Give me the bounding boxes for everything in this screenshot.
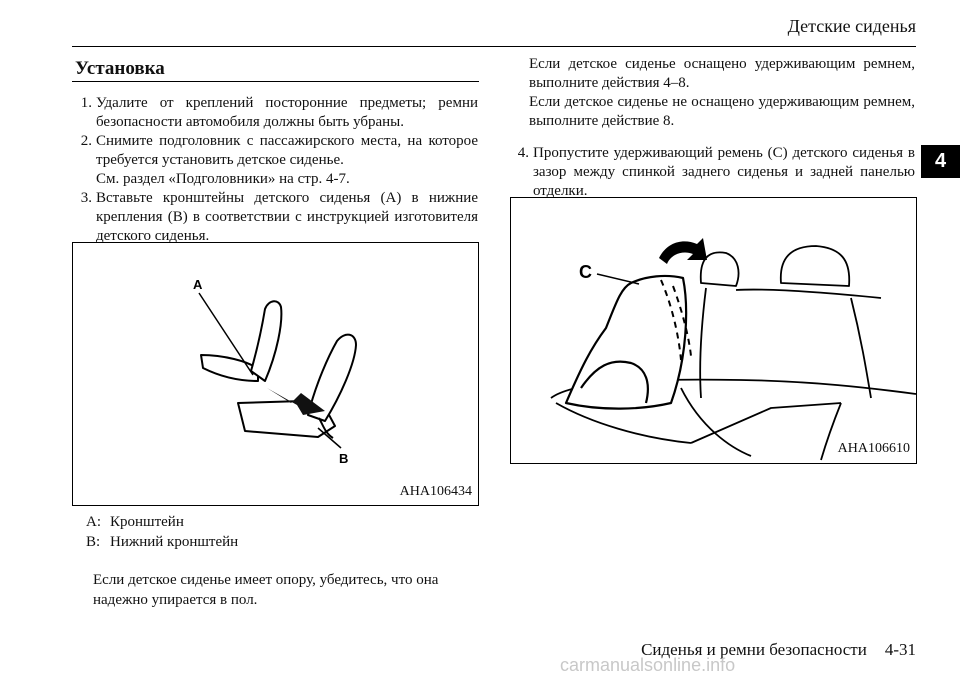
step-1 [72, 94, 478, 132]
figure-tether-strap [510, 197, 917, 464]
step-number: 1. [80, 95, 92, 111]
tether-paragraph-1: Если детское сиденье оснащено удерживающим ремнем, выполните действия 4–8. [529, 56, 915, 91]
legend-text: Нижний кронштейн [110, 534, 239, 550]
figure-legend [86, 512, 238, 552]
figure-code: AHA106434 [399, 484, 472, 499]
label-a: A [193, 277, 203, 292]
step-2-reference: См. раздел «Подголовники» на стр. 4-7. [96, 171, 350, 187]
footer-section: Сиденья и ремни безопасности [641, 640, 867, 659]
page-header-title: Детские сиденья [787, 16, 916, 36]
section-divider [72, 81, 479, 82]
legend-key: B: [86, 534, 101, 550]
step-4 [511, 144, 915, 201]
figure-code: AHA106610 [837, 441, 910, 456]
figure-isofix-brackets [72, 242, 479, 506]
step-number: 3. [80, 190, 92, 206]
rear-seat-illustration [511, 198, 916, 463]
label-c: C [579, 262, 592, 282]
step-3 [72, 189, 478, 246]
tether-paragraph-2: Если детское сиденье не оснащено удерживающим ремнем, выполните действие 8. [529, 94, 915, 129]
step-number: 4. [517, 145, 529, 161]
step-2-text: Снимите подголовник с пассажирского места, на которое требуется установить детское сиденье. [96, 133, 478, 168]
step-2 [72, 132, 478, 189]
site-watermark: carmanualsonline.info [560, 655, 736, 675]
step-number: 2. [80, 133, 92, 149]
isofix-illustration [73, 243, 478, 505]
legend-key: A: [86, 514, 101, 530]
section-title: Установка [75, 58, 165, 79]
page-number: 4-31 [884, 640, 916, 659]
legend-item [86, 532, 238, 552]
support-note: Если детское сиденье имеет опору, убедитесь, что она надежно упирается в пол. [93, 572, 439, 608]
legend-item [86, 512, 238, 532]
step-text: Вставьте кронштейны детского сиденья (A) в нижние крепления (B) в соответствии с инструкцией изготовителя детского сиденья. [96, 190, 478, 244]
step-text: Удалите от креплений посторонние предметы; ремни безопасности автомобиля должны быть убраны. [96, 95, 478, 130]
header-divider [72, 46, 916, 47]
chapter-tab: 4 [921, 145, 960, 178]
legend-text: Кронштейн [110, 514, 184, 530]
label-b: B [339, 451, 349, 466]
step-text: Пропустите удерживающий ремень (C) детского сиденья в зазор между спинкой заднего сиденья и задней панелью отделки. [533, 145, 915, 199]
right-column-text [511, 55, 915, 201]
install-steps [72, 94, 478, 246]
step-text [96, 132, 478, 189]
